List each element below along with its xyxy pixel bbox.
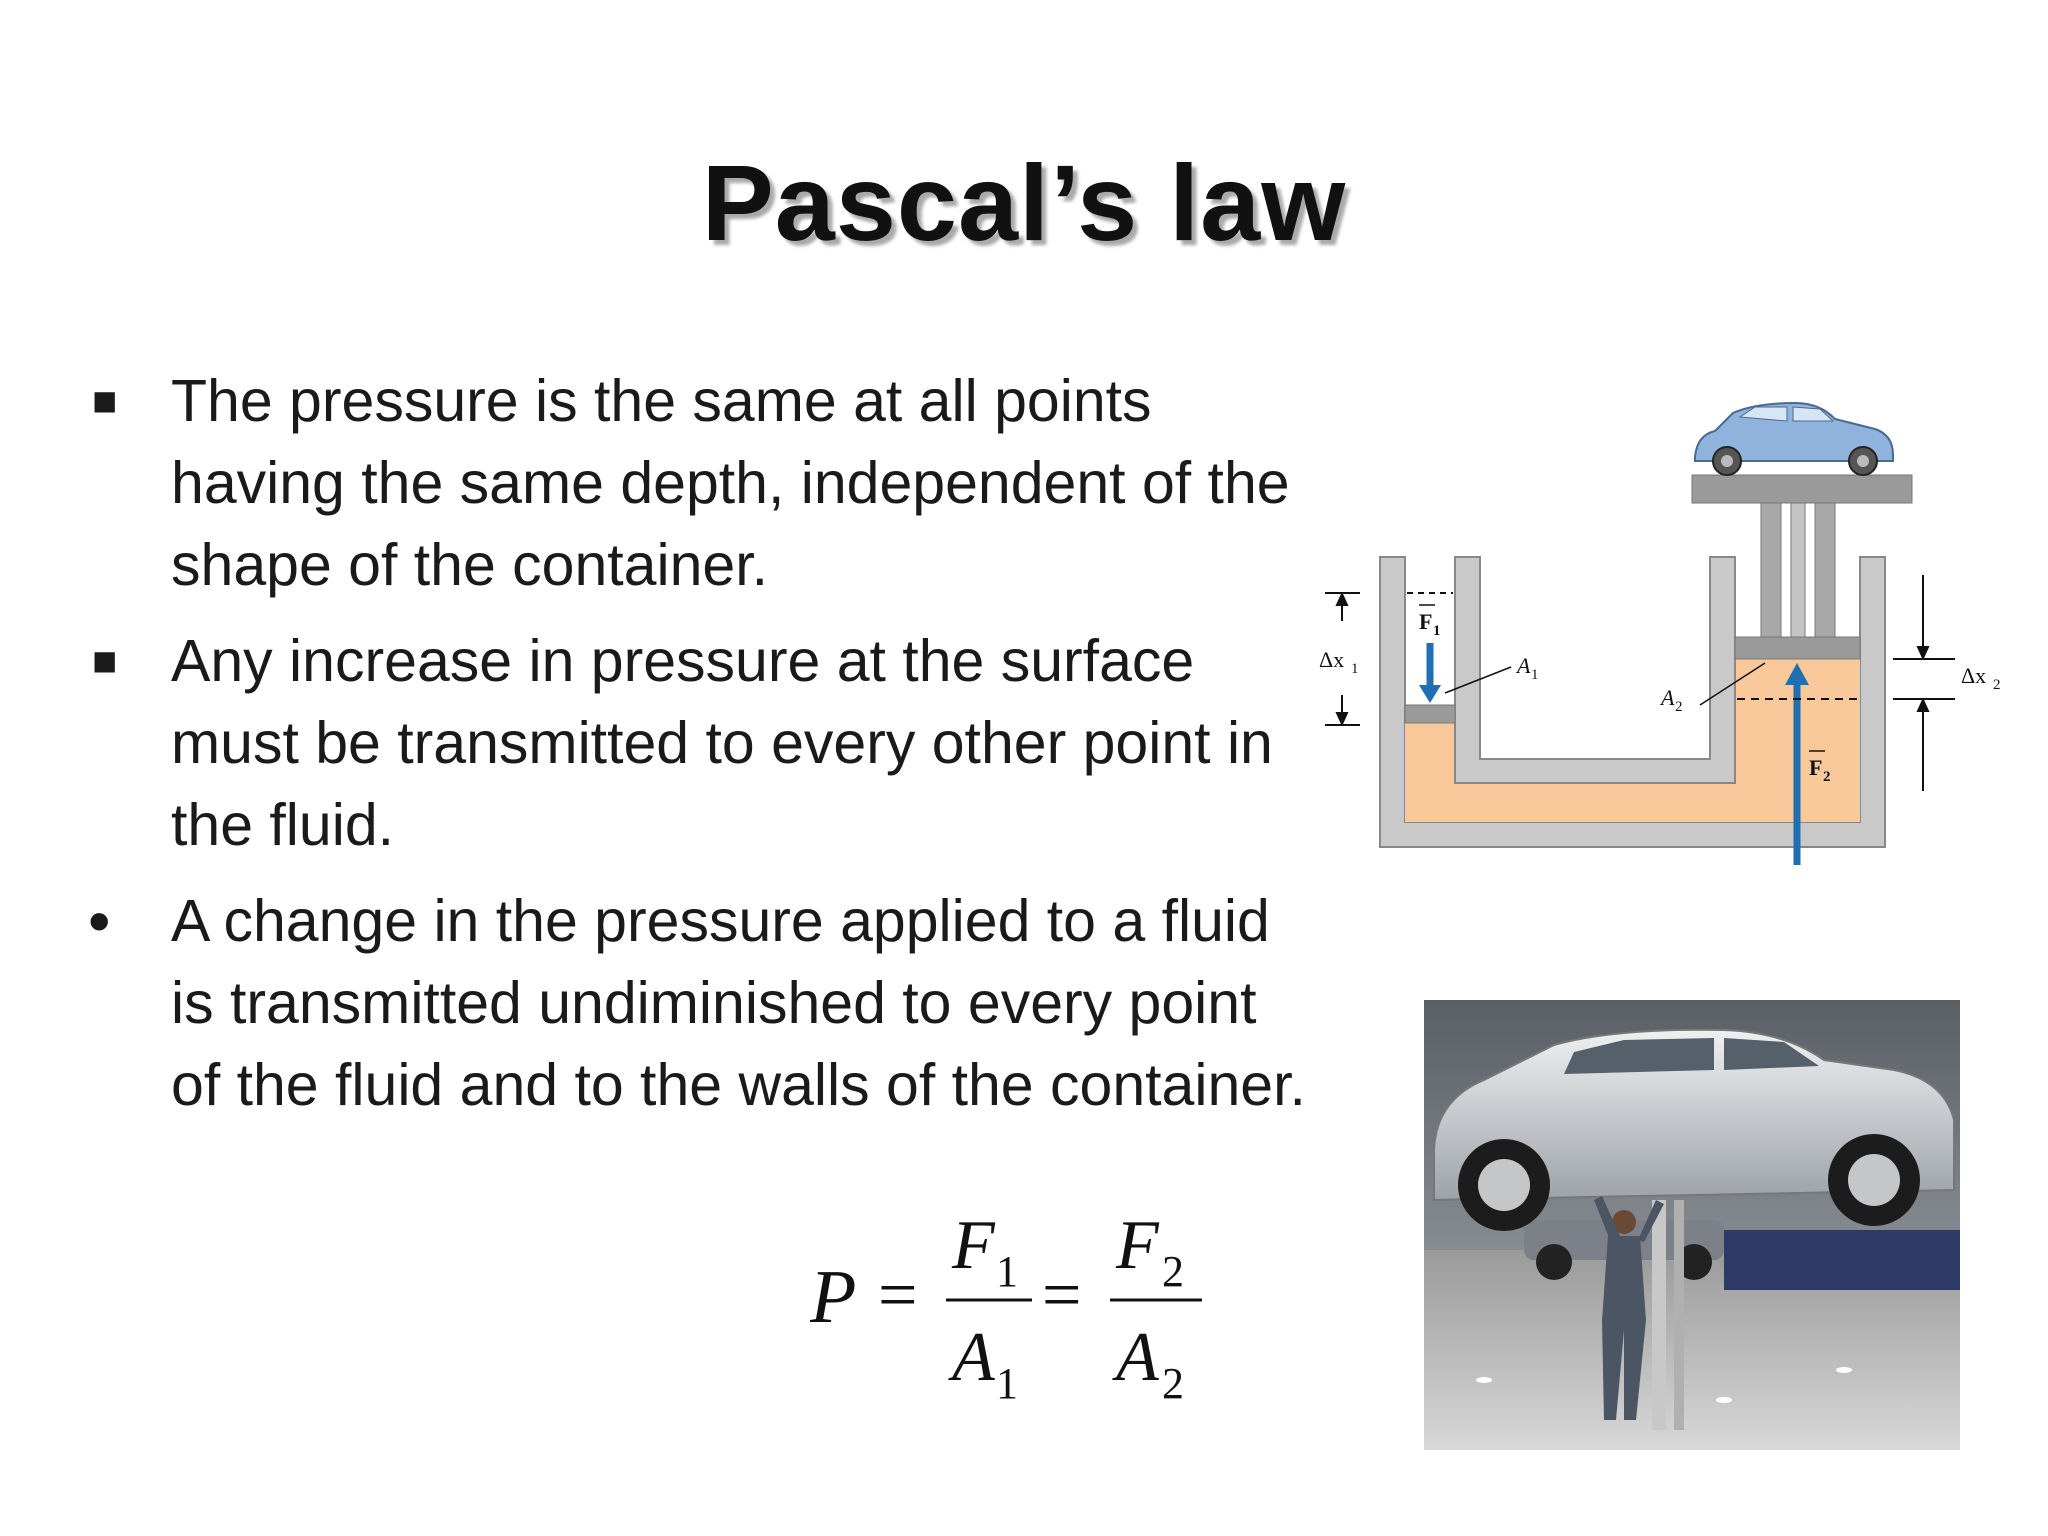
car-icon <box>1695 403 1893 475</box>
formula-equals-2: = <box>1042 1257 1082 1334</box>
round-bullet-icon: • <box>88 885 111 957</box>
f1-label: F <box>1419 609 1433 634</box>
bullet-item <box>80 360 1310 606</box>
floor-light <box>1836 1367 1852 1373</box>
formula-a1: A <box>952 1319 995 1396</box>
bullet-item <box>80 880 1310 1126</box>
bullet-text: The pressure is the same at all points having the same depth, independent of the shape of the container. <box>171 368 1290 598</box>
a2-sub: 2 <box>1675 699 1683 715</box>
bullet-text: A change in the pressure applied to a fluid is transmitted undiminished to every point of the fluid and to the walls of the container. <box>171 888 1306 1118</box>
piston-rod-left <box>1761 485 1781 637</box>
dx1-label: Δx <box>1319 647 1345 672</box>
slide-title: Pascal’s law <box>701 142 1347 263</box>
lift-post <box>1674 1200 1684 1430</box>
lift-post <box>1652 1200 1666 1430</box>
dx2-label: Δx <box>1961 663 1987 688</box>
f2-sub: 2 <box>1823 769 1831 785</box>
formula-a2-sub: 2 <box>1162 1359 1184 1408</box>
large-piston <box>1735 637 1860 659</box>
car-lift-photo <box>1424 1000 1960 1450</box>
square-bullet-icon: ■ <box>92 637 118 684</box>
piston-rod-mid <box>1791 485 1805 637</box>
f2-label: F <box>1809 755 1823 780</box>
a2-label: A <box>1661 685 1675 710</box>
pascal-formula <box>810 1200 1230 1420</box>
formula-equals: = <box>878 1257 918 1334</box>
square-bullet-icon: ■ <box>92 377 118 424</box>
dx1-sub: 1 <box>1351 661 1359 677</box>
a1-sub: 1 <box>1531 667 1539 683</box>
bullet-item <box>80 620 1310 866</box>
formula-f2: F <box>1116 1207 1159 1284</box>
formula-p: P <box>810 1255 857 1339</box>
formula-f1-sub: 1 <box>996 1247 1018 1296</box>
background-cabinets <box>1724 1230 1960 1290</box>
f1-sub: 1 <box>1433 623 1441 639</box>
bullet-list <box>80 360 1310 1140</box>
small-piston <box>1405 705 1455 723</box>
hydraulic-press-diagram <box>1315 395 2035 875</box>
floor-light <box>1476 1377 1492 1383</box>
formula-f2-sub: 2 <box>1162 1247 1184 1296</box>
dx2-dimension <box>1893 575 1955 791</box>
bullet-text: Any increase in pressure at the surface must be transmitted to every other point in the fluid. <box>171 628 1273 858</box>
lift-platform <box>1692 475 1912 503</box>
formula-a1-sub: 1 <box>996 1359 1018 1408</box>
formula-a2: A <box>1116 1319 1159 1396</box>
floor-light <box>1716 1397 1732 1403</box>
container-inner-wall <box>1455 557 1735 783</box>
a1-label: A <box>1517 653 1531 678</box>
dx2-sub: 2 <box>1993 677 2001 693</box>
formula-f1: F <box>952 1207 995 1284</box>
force-f1-arrow <box>1419 643 1441 703</box>
piston-rod-right <box>1815 485 1835 637</box>
